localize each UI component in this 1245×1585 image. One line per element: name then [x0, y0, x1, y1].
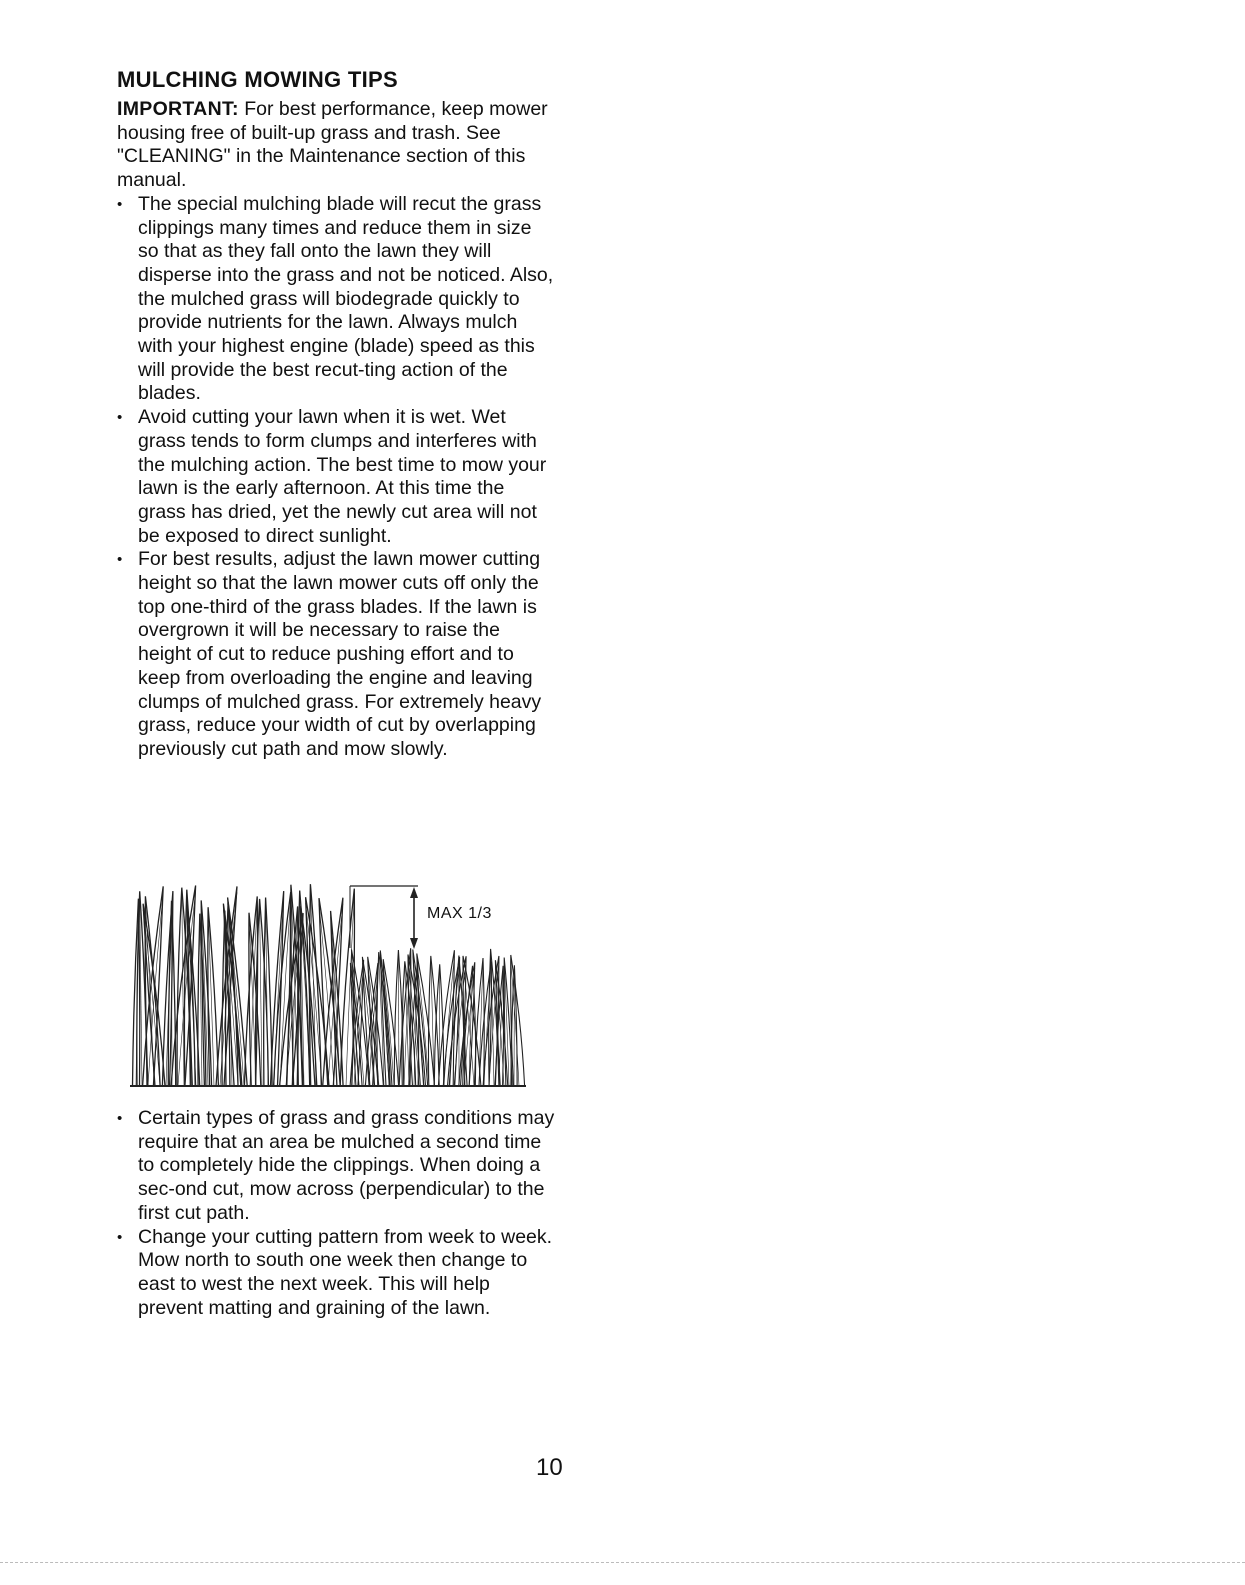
max-label: MAX 1/3	[427, 905, 492, 922]
list-item: • The special mulching blade will recut the grass clippings many times and reduce them in size so that as they fall onto the lawn they will disperse into the grass and not be noticed. Also, the mulched grass will biodegrade quickly to provide nutrients for the lawn. Always mulch with your highest engine (blade) speed as this will provide the best recut-ting action of the blades.	[117, 193, 557, 406]
page-edge-rule	[0, 1562, 1245, 1563]
max-arrow-up	[410, 887, 418, 898]
tips-list-bottom	[117, 1107, 557, 1320]
important-label: IMPORTANT:	[117, 98, 239, 120]
max-arrow-down	[410, 938, 418, 949]
main-column	[117, 66, 557, 762]
section-title: MULCHING MOWING TIPS	[117, 67, 398, 92]
list-item: • Certain types of grass and grass conditions may require that an area be mulched a second time to completely hide the clippings. When doing a sec-ond cut, mow across (perpendicular) to the first cut path.	[117, 1107, 557, 1226]
list-item: • Avoid cutting your lawn when it is wet. Wet grass tends to form clumps and interferes with the mulching action. The best time to mow your lawn is the early afternoon. At this time the grass has dried, yet the newly cut area will not be exposed to direct sunlight.	[117, 406, 557, 548]
list-item: • Change your cutting pattern from week to week. Mow north to south one week then change to east to west the next week. This will help prevent matting and graining of the lawn.	[117, 1226, 557, 1321]
important-note	[117, 98, 557, 193]
lower-column	[117, 1107, 557, 1320]
page-number: 10	[536, 1454, 563, 1481]
list-item: • For best results, adjust the lawn mower cutting height so that the lawn mower cuts off only the top one-third of the grass blades. If the lawn is overgrown it will be necessary to raise the height of cut to reduce pushing effort and to keep from overloading the engine and leaving clumps of mulched grass. For extremely heavy grass, reduce your width of cut by overlapping previously cut path and mow slowly.	[117, 548, 557, 761]
important-text: For best performance, keep mower housing free of built-up grass and trash. See "CLEANING" in the Maintenance section of this manual.	[117, 98, 548, 192]
cut-grass	[350, 948, 524, 1086]
tips-list-top	[117, 193, 557, 762]
